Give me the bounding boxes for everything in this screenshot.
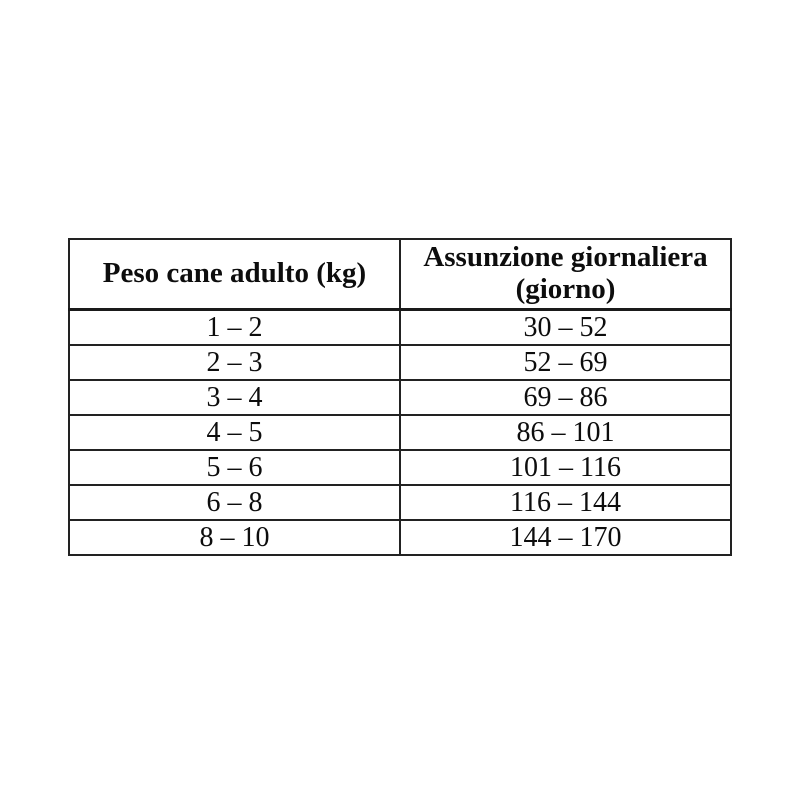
table-row (69, 345, 731, 380)
weight-range-cell: 2 – 3 (69, 345, 400, 380)
daily-intake-cell: 116 – 144 (400, 485, 731, 520)
table-row (69, 485, 731, 520)
weight-range-cell: 1 – 2 (69, 310, 400, 346)
table-header (69, 239, 731, 310)
header-row (69, 239, 731, 310)
daily-intake-cell: 30 – 52 (400, 310, 731, 346)
weight-range-cell: 5 – 6 (69, 450, 400, 485)
table-row (69, 415, 731, 450)
weight-range-cell: 4 – 5 (69, 415, 400, 450)
weight-range-cell: 3 – 4 (69, 380, 400, 415)
daily-intake-cell: 101 – 116 (400, 450, 731, 485)
table-body (69, 310, 731, 556)
weight-range-cell: 8 – 10 (69, 520, 400, 555)
table-row (69, 310, 731, 346)
daily-intake-cell: 69 – 86 (400, 380, 731, 415)
daily-intake-cell: 86 – 101 (400, 415, 731, 450)
header-weight-column: Peso cane adulto (kg) (69, 239, 400, 310)
header-daily-intake-column: Assunzione giornaliera (giorno) (400, 239, 731, 310)
table-row (69, 380, 731, 415)
table-row (69, 450, 731, 485)
daily-intake-cell: 144 – 170 (400, 520, 731, 555)
daily-intake-cell: 52 – 69 (400, 345, 731, 380)
table-row (69, 520, 731, 555)
weight-range-cell: 6 – 8 (69, 485, 400, 520)
dog-feeding-table (68, 238, 732, 556)
